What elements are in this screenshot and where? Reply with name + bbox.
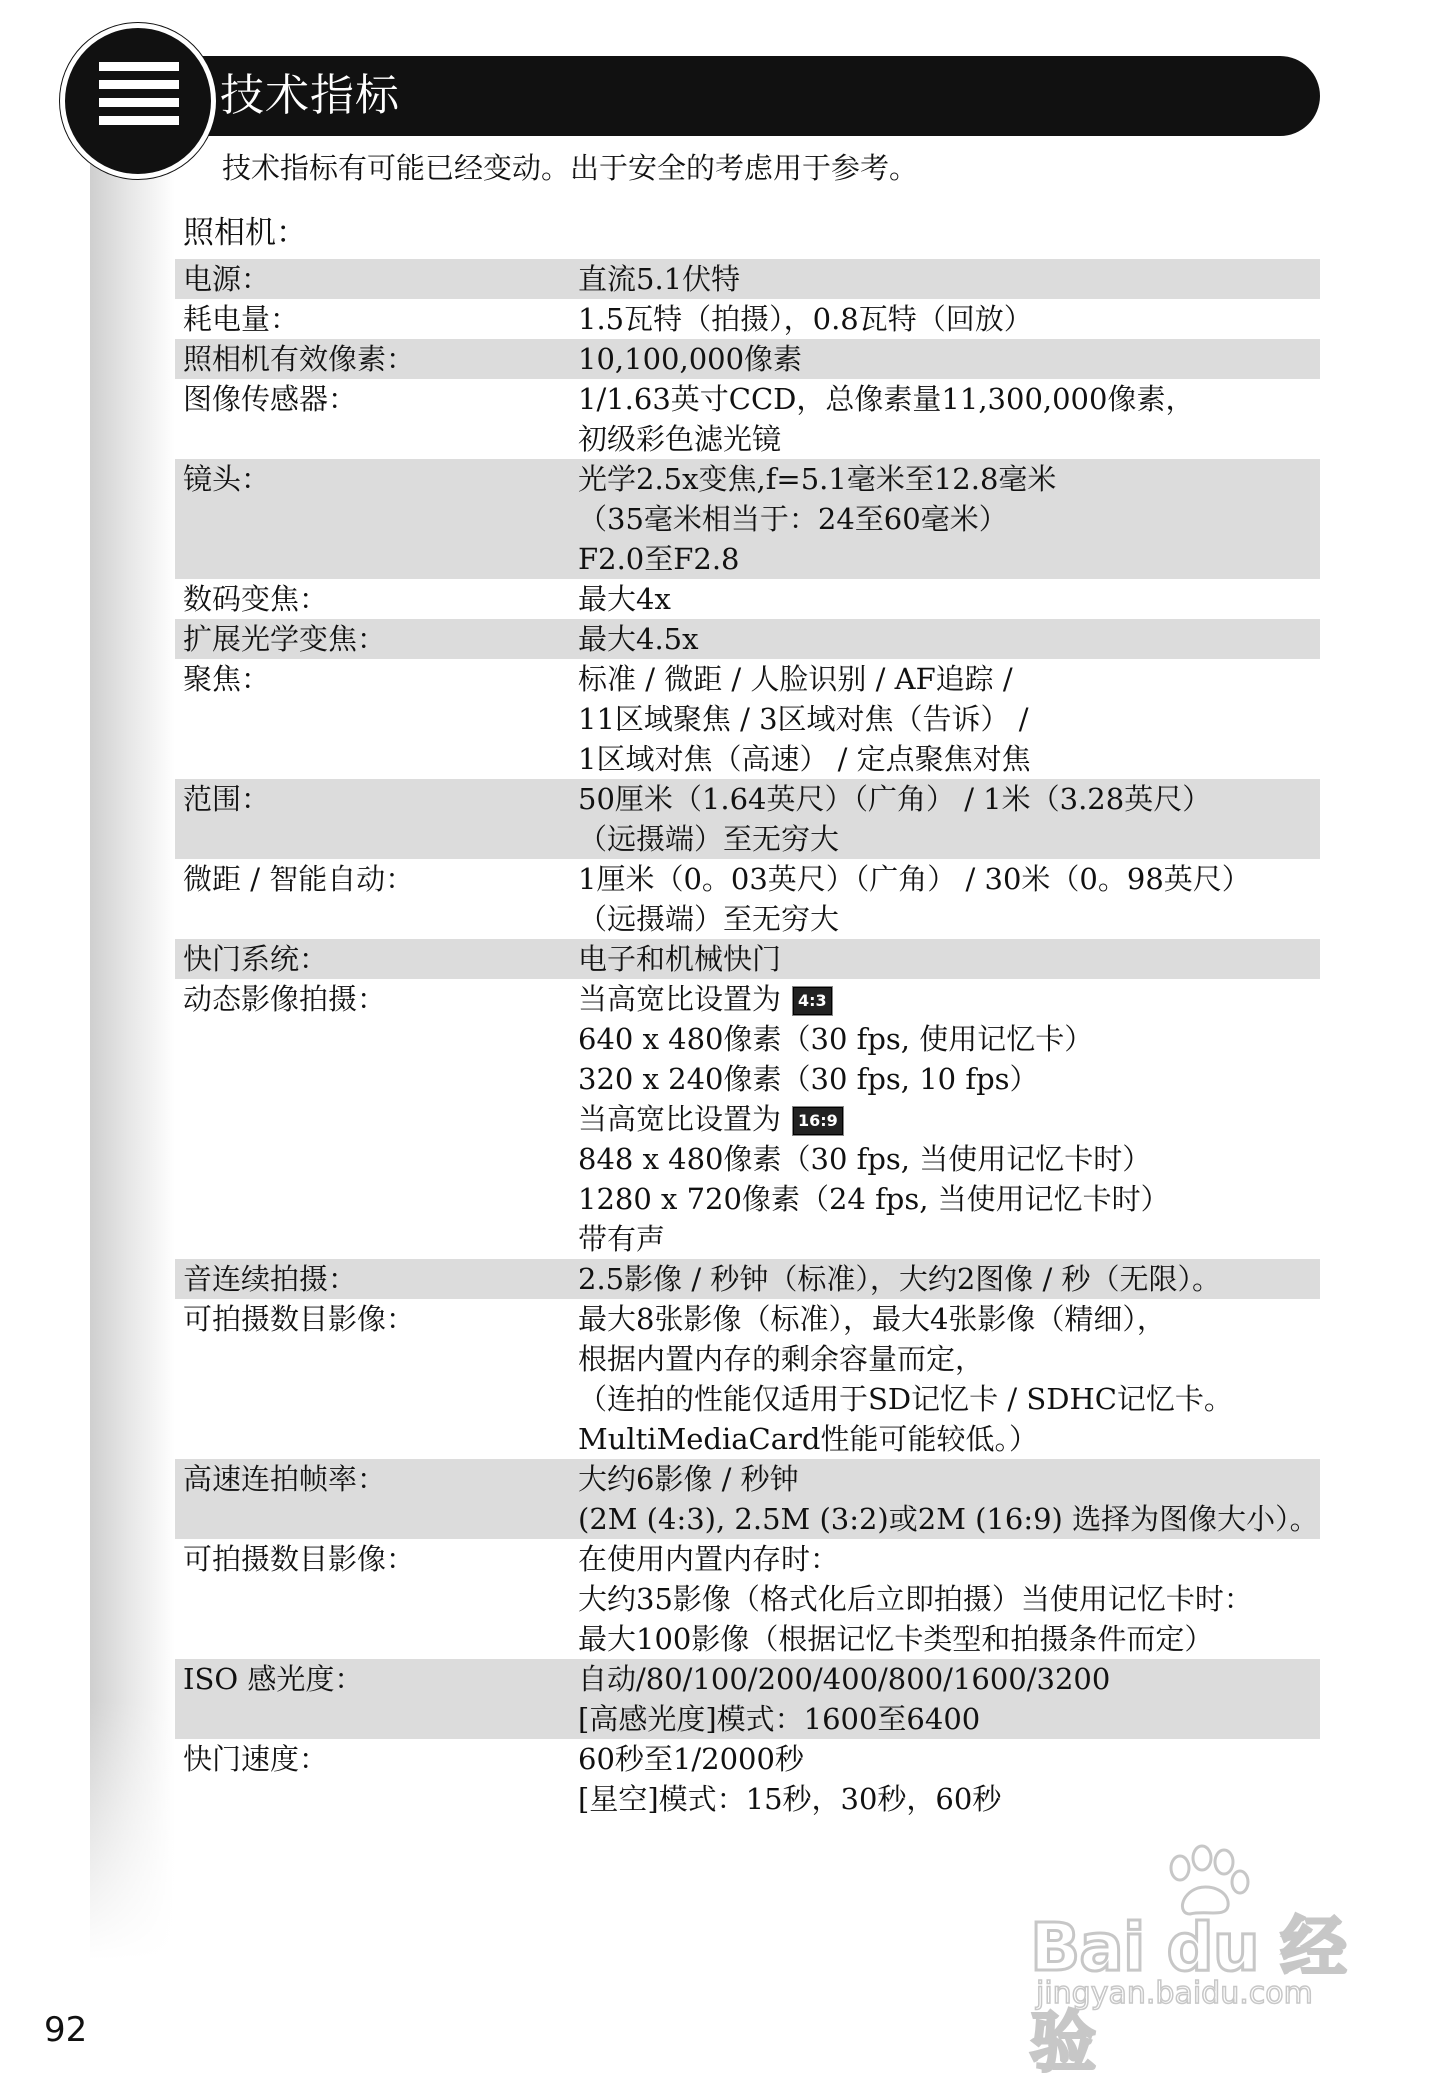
spec-value: 大约6影像 / 秒钟 bbox=[578, 1462, 799, 1496]
spec-label: ISO 感光度： bbox=[183, 1662, 364, 1696]
spec-label: 快门速度： bbox=[183, 1742, 329, 1776]
spec-table bbox=[175, 259, 1320, 1819]
spec-row bbox=[175, 659, 1320, 779]
spec-row bbox=[175, 979, 1320, 1259]
spec-value: 在使用内置内存时： bbox=[578, 1542, 840, 1576]
spec-value: （连拍的性能仅适用于SD记忆卡 / SDHC记忆卡。 bbox=[578, 1382, 1233, 1416]
spec-value: 最大100影像（根据记忆卡类型和拍摄条件而定） bbox=[578, 1622, 1214, 1656]
spec-row bbox=[175, 459, 1320, 579]
spec-value: 当高宽比设置为 bbox=[578, 1102, 782, 1136]
menu-icon-line bbox=[99, 62, 179, 71]
spec-label: 可拍摄数目影像： bbox=[183, 1302, 416, 1336]
menu-icon bbox=[60, 23, 216, 179]
subtitle: 技术指标有可能已经变动。出于安全的考虑用于参考。 bbox=[222, 151, 919, 185]
spec-value: 光学2.5x变焦,f=5.1毫米至12.8毫米 bbox=[578, 462, 1057, 496]
section-label: 照相机： bbox=[183, 215, 307, 251]
spec-row bbox=[175, 779, 1320, 859]
menu-icon-line bbox=[99, 116, 179, 125]
spec-row bbox=[175, 1299, 1320, 1459]
spec-label: 耗电量： bbox=[183, 302, 300, 336]
spec-row bbox=[175, 859, 1320, 939]
spec-value: 640 x 480像素（30 fps, 使用记忆卡） bbox=[578, 1022, 1094, 1056]
spec-value: 1区域对焦（高速） / 定点聚焦对焦 bbox=[578, 742, 1031, 776]
spec-value: 60秒至1/2000秒 bbox=[578, 1742, 804, 1776]
spec-label: 快门系统： bbox=[183, 942, 329, 976]
spec-label: 聚焦： bbox=[183, 662, 271, 696]
spec-value: 848 x 480像素（30 fps, 当使用记忆卡时） bbox=[578, 1142, 1152, 1176]
spec-label: 镜头： bbox=[183, 462, 271, 496]
spec-value: （远摄端）至无穷大 bbox=[578, 902, 840, 936]
spec-value: 自动/80/100/200/400/800/1600/3200 bbox=[578, 1662, 1111, 1696]
spec-row bbox=[175, 1739, 1320, 1819]
spec-value: 最大4.5x bbox=[578, 622, 699, 656]
spec-row bbox=[175, 1659, 1320, 1739]
spec-label: 范围： bbox=[183, 782, 271, 816]
baidu-jingyan-watermark bbox=[1030, 1842, 1380, 2081]
page-number: 92 bbox=[44, 2010, 88, 2050]
spec-value: [高感光度]模式：1600至6400 bbox=[578, 1702, 981, 1736]
spec-value: 初级彩色滤光镜 bbox=[578, 422, 782, 456]
spec-row bbox=[175, 339, 1320, 379]
spec-value: （远摄端）至无穷大 bbox=[578, 822, 840, 856]
spec-label: 动态影像拍摄： bbox=[183, 982, 387, 1016]
spec-value: 50厘米（1.64英尺）（广角） / 1米（3.28英尺） bbox=[578, 782, 1212, 816]
page-title: 技术指标 bbox=[220, 70, 400, 121]
watermark-brand: Bai du 经验 bbox=[1030, 1909, 1346, 2081]
spec-label: 可拍摄数目影像： bbox=[183, 1542, 416, 1576]
menu-icon-line bbox=[99, 80, 179, 89]
spec-value: 10,100,000像素 bbox=[578, 342, 803, 376]
spec-value: 大约35影像（格式化后立即拍摄）当使用记忆卡时： bbox=[578, 1582, 1253, 1616]
spec-row bbox=[175, 1539, 1320, 1659]
spec-label: 照相机有效像素： bbox=[183, 342, 416, 376]
spec-value: (2M (4:3), 2.5M (3:2)或2M (16:9) 选择为图像大小）。 bbox=[578, 1502, 1319, 1536]
spec-row bbox=[175, 1459, 1320, 1539]
spec-value: 标准 / 微距 / 人脸识别 / AF追踪 / bbox=[578, 662, 1013, 696]
spec-value: MultiMediaCard性能可能较低。） bbox=[578, 1422, 1038, 1456]
spec-value: 1.5瓦特（拍摄），0.8瓦特（回放） bbox=[578, 302, 1033, 336]
spec-label: 微距 / 智能自动： bbox=[183, 862, 415, 896]
spec-value: 当高宽比设置为 bbox=[578, 982, 782, 1016]
aspect-ratio-16-9-icon: 16:9 bbox=[793, 1107, 843, 1135]
spec-value: 11区域聚焦 / 3区域对焦（告诉） / bbox=[578, 702, 1029, 736]
spec-label: 数码变焦： bbox=[183, 582, 329, 616]
spec-value: 1厘米（0。03英尺）（广角） / 30米（0。98英尺） bbox=[578, 862, 1251, 896]
spec-label: 高速连拍帧率： bbox=[183, 1462, 387, 1496]
spec-label: 电源： bbox=[183, 262, 271, 296]
spec-value: 320 x 240像素（30 fps, 10 fps） bbox=[578, 1062, 1039, 1096]
side-gradient-strip bbox=[90, 120, 175, 1960]
menu-icon-line bbox=[99, 98, 179, 107]
spec-value: 直流5.1伏特 bbox=[578, 262, 741, 296]
spec-value: 最大4x bbox=[578, 582, 671, 616]
spec-row bbox=[175, 299, 1320, 339]
spec-row bbox=[175, 1259, 1320, 1299]
watermark-url: jingyan.baidu.com bbox=[1036, 1976, 1313, 2011]
spec-value: 最大8张影像（标准），最大4张影像（精细）， bbox=[578, 1302, 1166, 1336]
spec-value: 电子和机械快门 bbox=[578, 942, 782, 976]
spec-row bbox=[175, 379, 1320, 459]
spec-row bbox=[175, 579, 1320, 619]
spec-value: 1/1.63英寸CCD，总像素量11,300,000像素， bbox=[578, 382, 1195, 416]
spec-row bbox=[175, 939, 1320, 979]
spec-row bbox=[175, 259, 1320, 299]
spec-value-with-badge bbox=[578, 979, 1320, 1019]
spec-label: 图像传感器： bbox=[183, 382, 358, 416]
spec-label: 音连续拍摄： bbox=[183, 1262, 358, 1296]
spec-label: 扩展光学变焦： bbox=[183, 622, 387, 656]
spec-row bbox=[175, 619, 1320, 659]
spec-value: [星空]模式：15秒，30秒，60秒 bbox=[578, 1782, 1002, 1816]
spec-value: F2.0至F2.8 bbox=[578, 542, 740, 576]
aspect-ratio-4-3-icon: 4:3 bbox=[793, 987, 832, 1015]
spec-value-with-badge bbox=[578, 1099, 1320, 1139]
spec-value: 1280 x 720像素（24 fps, 当使用记忆卡时） bbox=[578, 1182, 1170, 1216]
spec-value: 2.5影像 / 秒钟（标准），大约2图像 / 秒（无限）。 bbox=[578, 1262, 1221, 1296]
spec-value: （35毫米相当于：24至60毫米） bbox=[578, 502, 1008, 536]
spec-value: 根据内置内存的剩余容量而定， bbox=[578, 1342, 985, 1376]
spec-value: 带有声 bbox=[578, 1222, 666, 1256]
